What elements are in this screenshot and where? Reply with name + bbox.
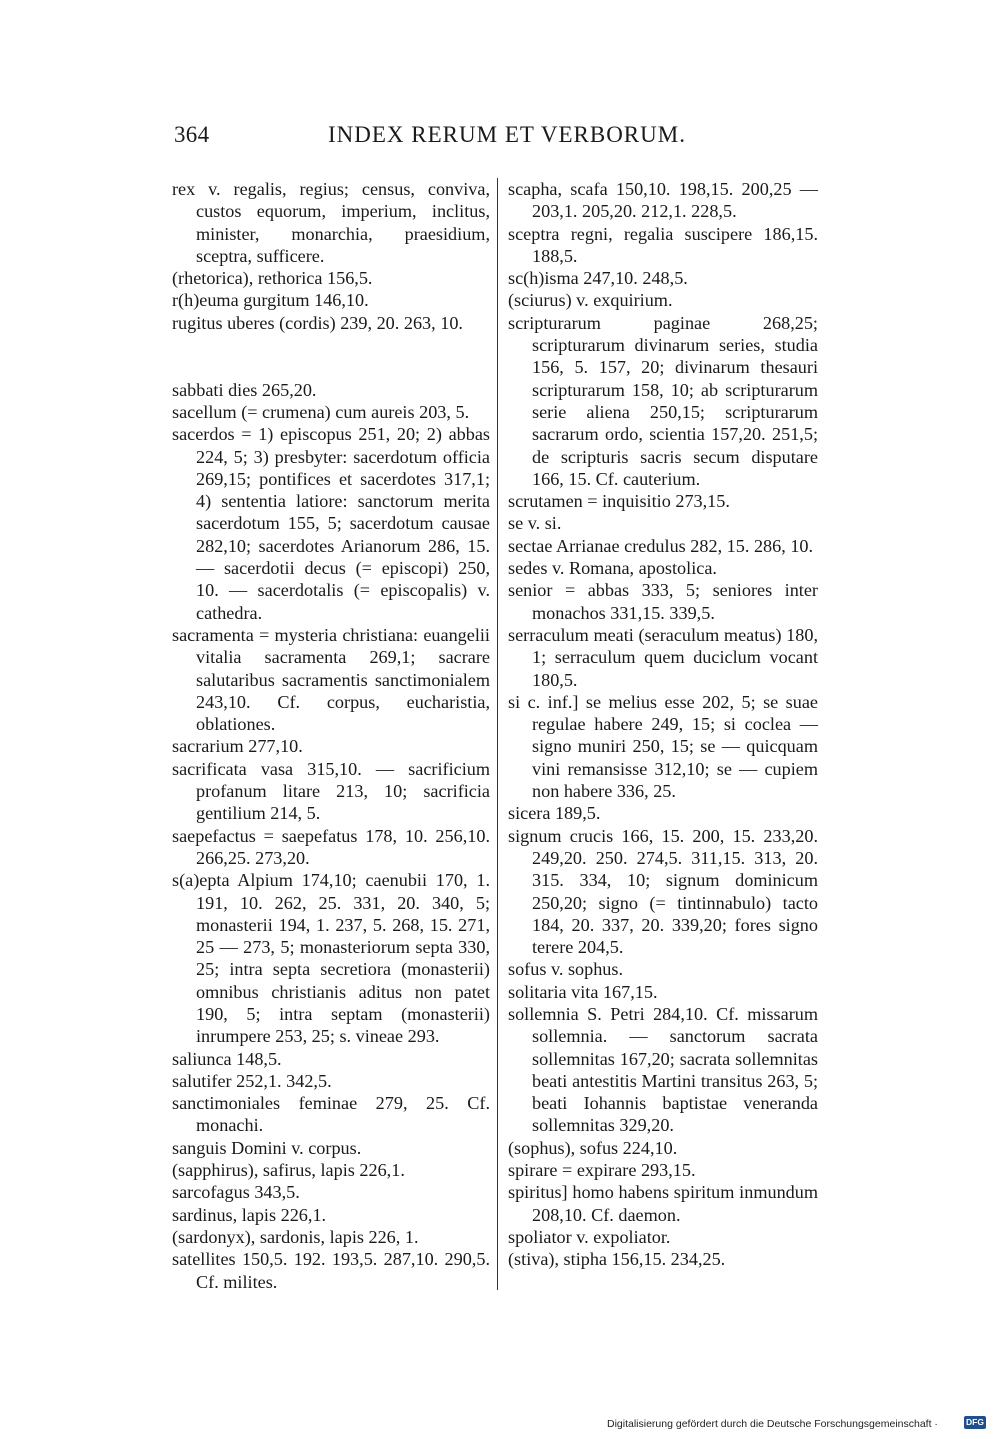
- index-entry: sofus v. sophus.: [508, 959, 624, 980]
- index-entry: (sardonyx), sardonis, lapis 226, 1.: [172, 1226, 419, 1247]
- page-number: 364: [174, 122, 210, 147]
- index-entry: sarcofagus 343,5.: [172, 1182, 300, 1203]
- index-entry: rugitus uberes (cordis) 239, 20. 263, 10.: [172, 312, 463, 333]
- index-entry: sacrarium 277,10.: [172, 736, 303, 757]
- index-entry: sedes v. Romana, apostolica.: [508, 558, 717, 579]
- index-entry: sceptra regni, regalia suscipere 186,15. 188,5.: [508, 223, 818, 266]
- index-entry: sectae Arrianae credulus 282, 15. 286, 10.: [508, 535, 814, 556]
- index-column-left: [172, 178, 490, 1293]
- index-entry: (sapphirus), safirus, lapis 226,1.: [172, 1160, 405, 1181]
- dfg-logo: DFG: [964, 1416, 986, 1429]
- index-entry: sacerdos = 1) episcopus 251, 20; 2) abbas 224, 5; 3) presbyter: sacerdotum officia 269,15; pontifices et sacerdotes 317,1; 4) sententia latiore: sanctorum merita sacerdotum 155, 5; sacerdotum causae 282,10; sacerdotes Arianorum 286, 15. — sacerdotii decus (= episcopi) 250, 10. — sacerdotalis (= episcopalis) v. cathedra.: [172, 424, 490, 623]
- index-entry: (rhetorica), rethorica 156,5.: [172, 268, 373, 289]
- index-entry: scapha, scafa 150,10. 198,15. 200,25 —203,1. 205,20. 212,1. 228,5.: [508, 179, 818, 222]
- index-entry: sacramenta = mysteria christiana: euangelii vitalia sacramenta 269,1; sacrare salutaribus sacramentis sanctimonialem 243,10. Cf. corpus, eucharistia, oblationes.: [172, 624, 490, 735]
- index-entry: spirare = expirare 293,15.: [508, 1160, 696, 1181]
- index-entry: salutifer 252,1. 342,5.: [172, 1070, 332, 1091]
- index-entry: solitaria vita 167,15.: [508, 981, 658, 1002]
- index-entry: signum crucis 166, 15. 200, 15. 233,20. 249,20. 250. 274,5. 311,15. 313, 20. 315. 334, 10; signum dominicum 250,20; signo (= tintinnabulo) tacto 184, 20. 337, 20. 339,20; fores signo terere 204,5.: [508, 825, 818, 958]
- column-divider: [497, 178, 498, 1290]
- index-entry: serraculum meati (seraculum meatus) 180, 1; serraculum quem duciclum vocant 180,5.: [508, 624, 818, 690]
- running-head: INDEX RERUM ET VERBORUM.: [328, 122, 686, 147]
- index-entry: sabbati dies 265,20.: [172, 379, 317, 400]
- index-entry: r(h)euma gurgitum 146,10.: [172, 290, 369, 311]
- index-entry: se v. si.: [508, 513, 562, 534]
- index-entry: sanguis Domini v. corpus.: [172, 1137, 362, 1158]
- index-entry: scrutamen = inquisitio 273,15.: [508, 491, 730, 512]
- index-entry: spiritus] homo habens spiritum inmundum 208,10. Cf. daemon.: [508, 1182, 818, 1225]
- index-entry: sardinus, lapis 226,1.: [172, 1204, 327, 1225]
- index-entry: saliunca 148,5.: [172, 1048, 282, 1069]
- index-entry: sollemnia S. Petri 284,10. Cf. missarum sollemnia. — sanctorum sacrata sollemnitas 167,20; sacrata sollemnitas beati antestitis Martini transitus 263, 5; beati Iohannis baptistae veneranda sollemnitas 329,20.: [508, 1003, 818, 1136]
- index-entry: s(a)epta Alpium 174,10; caenubii 170, 1. 191, 10. 262, 25. 331, 20. 340, 5; monasterii 194, 1. 237, 5. 268, 15. 271, 25 — 273, 5; monasteriorum septa 330, 25; intra septa secretiora (monasterii) omnibus christianis aditus non patet 190, 5; intra septam (monasterii) inrumpere 253, 25; s. vineae 293.: [172, 870, 490, 1047]
- index-entry: senior = abbas 333, 5; seniores inter monachos 331,15. 339,5.: [508, 580, 818, 623]
- section-gap: [172, 334, 490, 379]
- index-entry: sanctimoniales feminae 279, 25. Cf. monachi.: [172, 1093, 490, 1136]
- index-entry: scripturarum paginae 268,25; scripturarum divinarum series, studia 156, 5. 157, 20; divinarum thesauri scripturarum 158, 10; ab scripturarum serie aliena 250,15; scripturarum sacrarum ordo, scientia 157,20. 251,5; de scripturis sacris secum disputare 166, 15. Cf. cauterium.: [508, 312, 818, 489]
- index-entry: spoliator v. expoliator.: [508, 1226, 671, 1247]
- index-entry: rex v. regalis, regius; census, conviva, custos equorum, imperium, inclitus, minister, monarchia, praesidium, sceptra, sufficere.: [172, 179, 490, 266]
- index-entry: si c. inf.] se melius esse 202, 5; se suae regulae habere 249, 15; si coclea — signo muniri 250, 15; se — quicquam vini remansisse 312,10; se — cupiem non habere 336, 25.: [508, 691, 818, 802]
- index-entry: satellites 150,5. 192. 193,5. 287,10. 290,5. Cf. milites.: [172, 1249, 490, 1292]
- funding-note: Digitalisierung gefördert durch die Deutsche Forschungsgemeinschaft ·: [607, 1418, 938, 1430]
- index-entry: sacrificata vasa 315,10. — sacrificium profanum litare 213, 10; sacrificia gentilium 214, 5.: [172, 758, 490, 824]
- index-entry: saepefactus = saepefatus 178, 10. 256,10. 266,25. 273,20.: [172, 825, 490, 868]
- index-entry: (stiva), stipha 156,15. 234,25.: [508, 1249, 726, 1270]
- index-entry: (sophus), sofus 224,10.: [508, 1137, 678, 1158]
- index-column-right: [508, 178, 818, 1271]
- index-entry: (sciurus) v. exquirium.: [508, 290, 673, 311]
- index-entry: sc(h)isma 247,10. 248,5.: [508, 268, 688, 289]
- index-entry: sacellum (= crumena) cum aureis 203, 5.: [172, 401, 470, 422]
- index-entry: sicera 189,5.: [508, 803, 601, 824]
